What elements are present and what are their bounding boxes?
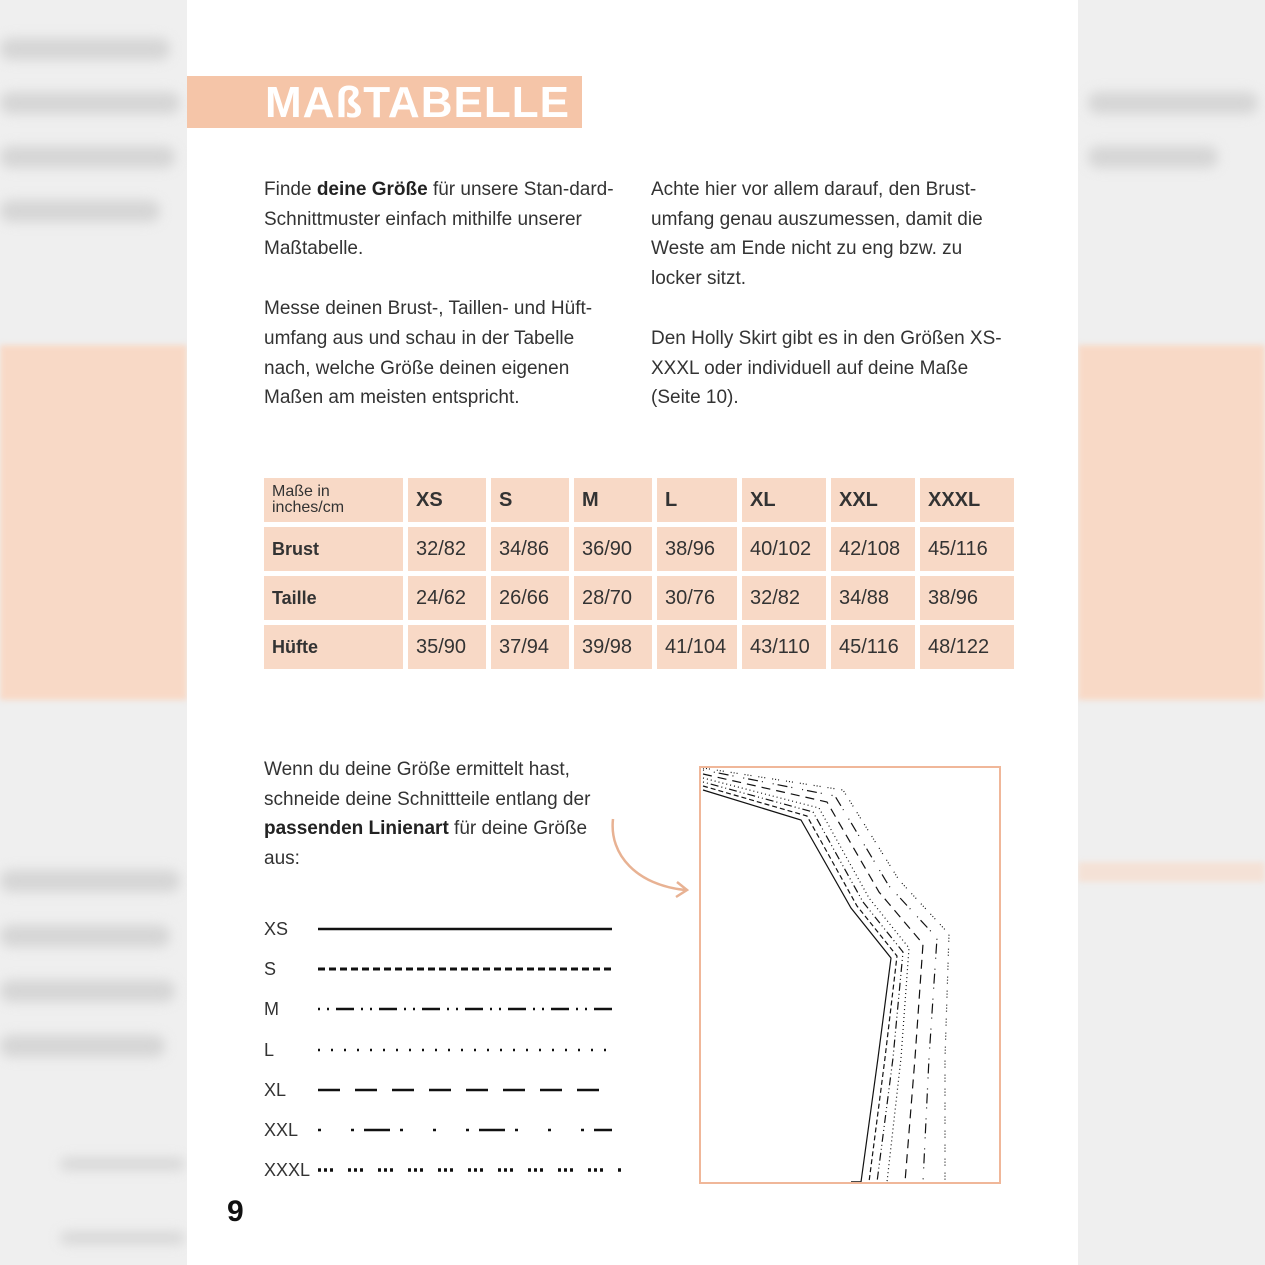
size-header: XL xyxy=(742,478,826,522)
intro-left-column xyxy=(264,175,624,443)
table-row xyxy=(264,576,1014,620)
legend-label: L xyxy=(264,1040,275,1060)
size-header: XS xyxy=(408,478,486,522)
dotted-line-sample xyxy=(318,1042,618,1058)
table-cell: 34/86 xyxy=(491,527,569,571)
legend-row-l xyxy=(264,1035,624,1065)
table-cell: 28/70 xyxy=(574,576,652,620)
intro-paragraph-4: Den Holly Skirt gibt es in den Größen XS-XXXL oder individuell auf deine Maße (Seite 10). xyxy=(651,327,1002,409)
table-cell: 36/90 xyxy=(574,527,652,571)
table-cell: 32/82 xyxy=(408,527,486,571)
size-header: L xyxy=(657,478,737,522)
dot-dot-dash-line-sample xyxy=(318,1001,618,1017)
background-left xyxy=(0,0,187,1265)
legend-row-xxl xyxy=(264,1115,624,1145)
table-cell: 38/96 xyxy=(657,527,737,571)
background-right xyxy=(1078,0,1265,1265)
intro-right-column xyxy=(651,175,1011,443)
legend-label: XS xyxy=(264,919,289,939)
table-cell: 32/82 xyxy=(742,576,826,620)
row-label: Brust xyxy=(264,527,403,571)
table-cell: 42/108 xyxy=(831,527,915,571)
solid-line-sample xyxy=(318,921,618,937)
table-cell: 37/94 xyxy=(491,625,569,669)
size-header: S xyxy=(491,478,569,522)
legend-label: XXL xyxy=(264,1120,299,1140)
size-header: XXL xyxy=(831,478,915,522)
size-header: XXXL xyxy=(920,478,1014,522)
intro-paragraph-1: Finde deine Größe für unsere Stan-dard-Schnittmuster einfach mithilfe unserer Maßtabelle. xyxy=(264,179,614,260)
legend-label: S xyxy=(264,959,277,979)
row-label: Taille xyxy=(264,576,403,620)
table-cell: 24/62 xyxy=(408,576,486,620)
intro-paragraph-3: Achte hier vor allem darauf, den Brust-umfang genau auszumessen, damit die Weste am Ende nicht zu eng bzw. zu locker sitzt. xyxy=(651,179,983,290)
table-header-row xyxy=(264,478,1014,522)
pattern-piece-illustration xyxy=(699,766,1001,1184)
size-header: M xyxy=(574,478,652,522)
page-title: MAßTABELLE xyxy=(265,78,570,127)
curved-arrow-icon xyxy=(607,815,697,900)
legend-row-m xyxy=(264,994,624,1024)
table-cell: 45/116 xyxy=(920,527,1014,571)
short-dash-line-sample xyxy=(318,961,618,977)
row-label: Hüfte xyxy=(264,625,403,669)
legend-label: XL xyxy=(264,1080,287,1100)
table-cell: 30/76 xyxy=(657,576,737,620)
table-cell: 41/104 xyxy=(657,625,737,669)
long-dash-line-sample xyxy=(318,1082,618,1098)
table-corner-label: Maße in inches/cm xyxy=(264,478,403,522)
legend-label: M xyxy=(264,999,279,1019)
table-cell: 39/98 xyxy=(574,625,652,669)
table-cell: 38/96 xyxy=(920,576,1014,620)
table-cell: 40/102 xyxy=(742,527,826,571)
table-row xyxy=(264,625,1014,669)
pattern-lines-drawing xyxy=(701,768,999,1182)
intro-paragraph-2: Messe deinen Brust-, Taillen- und Hüft-umfang aus und schau in der Tabelle nach, welche Größe deinen eigenen Maßen am meisten entspricht. xyxy=(264,298,593,409)
triple-dot-line-sample xyxy=(318,1162,628,1178)
page xyxy=(187,0,1078,1265)
legend-row-xxxl xyxy=(264,1155,624,1185)
legend-label: XXXL xyxy=(264,1160,311,1180)
table-cell: 48/122 xyxy=(920,625,1014,669)
page-number: 9 xyxy=(227,1195,244,1228)
legend-row-xs xyxy=(264,914,624,944)
size-table xyxy=(259,473,1019,674)
legend-row-s xyxy=(264,954,624,984)
table-cell: 43/110 xyxy=(742,625,826,669)
legend-row-xl xyxy=(264,1075,624,1105)
dot-long-dash-line-sample xyxy=(318,1122,618,1138)
table-cell: 45/116 xyxy=(831,625,915,669)
table-cell: 26/66 xyxy=(491,576,569,620)
table-cell: 35/90 xyxy=(408,625,486,669)
cutting-instructions: Wenn du deine Größe ermittelt hast, schneide deine Schnittteile entlang der passenden Linienart für deine Größe aus: xyxy=(264,759,591,870)
table-row xyxy=(264,527,1014,571)
table-cell: 34/88 xyxy=(831,576,915,620)
